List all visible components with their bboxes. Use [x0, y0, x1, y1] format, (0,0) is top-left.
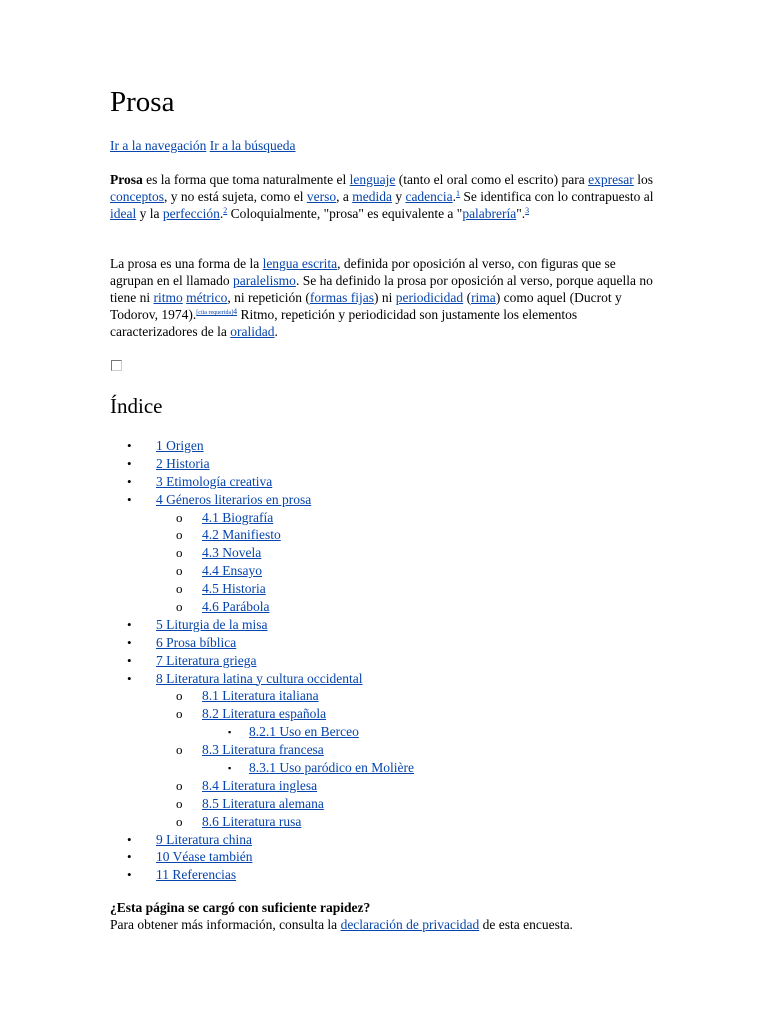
link-lenguaje[interactable]: lenguaje	[349, 172, 396, 187]
bullet-icon: •	[127, 634, 132, 650]
text: .	[274, 324, 278, 339]
bullet-icon: o	[176, 563, 183, 579]
bullet-icon: •	[127, 670, 132, 686]
toc-item	[110, 848, 414, 866]
toc-link[interactable]: 10 Véase también	[156, 849, 253, 865]
citation-needed-link[interactable]: [cita requerida]	[196, 310, 234, 316]
reference-1[interactable]: 1	[456, 189, 461, 198]
toc-item	[110, 526, 414, 544]
bullet-icon: •	[127, 867, 132, 883]
toc-link[interactable]: 8.1 Literatura italiana	[202, 688, 319, 704]
toc-item	[110, 491, 414, 509]
privacy-statement-link[interactable]: declaración de privacidad	[340, 917, 480, 932]
link-metrico[interactable]: métrico	[186, 290, 228, 305]
toc-link[interactable]: 4.2 Manifiesto	[202, 527, 281, 543]
text: y	[391, 189, 406, 204]
jump-to-navigation-link[interactable]: Ir a la navegación	[110, 138, 207, 153]
jump-links	[110, 137, 296, 155]
reference-3[interactable]: 3	[525, 206, 530, 215]
link-paralelismo[interactable]: paralelismo	[232, 273, 296, 288]
survey-text: Para obtener más información, consulta la	[110, 917, 341, 932]
toc-link[interactable]: 2 Historia	[156, 455, 210, 471]
bullet-icon: •	[127, 849, 132, 865]
toc-link[interactable]: 8.3 Literatura francesa	[202, 742, 324, 758]
reference-4[interactable]: 4	[233, 307, 238, 316]
text: ) como aquel (Ducrot y Todorov, 1974).	[110, 290, 622, 322]
text: Se identifica con lo contrapuesto al	[460, 189, 654, 204]
survey-text: de esta encuesta.	[479, 917, 573, 932]
toc-link[interactable]: 8.5 Literatura alemana	[202, 795, 324, 811]
bullet-icon: o	[176, 688, 183, 704]
text: , a	[336, 189, 353, 204]
bullet-icon: •	[127, 831, 132, 847]
link-palabreria[interactable]: palabrería	[462, 206, 517, 221]
bullet-icon: •	[127, 616, 132, 632]
toc-link[interactable]: 4.1 Biografía	[202, 509, 274, 525]
toc-item	[110, 831, 414, 849]
intro-paragraph-2	[110, 255, 662, 340]
bullet-icon: •	[127, 652, 132, 668]
bullet-icon: o	[176, 777, 183, 793]
toc-link[interactable]: 6 Prosa bíblica	[156, 634, 237, 650]
toc-item	[110, 455, 414, 473]
bullet-icon: o	[176, 742, 183, 758]
text: La prosa es una forma de la	[110, 256, 263, 271]
bullet-icon: o	[176, 527, 183, 543]
toc-item	[110, 687, 414, 705]
toc-item	[110, 670, 414, 688]
toc-link[interactable]: 8.4 Literatura inglesa	[202, 777, 318, 793]
toc-item	[110, 598, 414, 616]
text: , ni repetición (	[227, 290, 310, 305]
toc-link[interactable]: 8.6 Literatura rusa	[202, 813, 302, 829]
toc-item	[110, 705, 414, 723]
toc-item	[110, 741, 414, 759]
bullet-icon: •	[127, 491, 132, 507]
link-periodicidad[interactable]: periodicidad	[395, 290, 464, 305]
toc-item	[110, 723, 414, 741]
intro-paragraph-1	[110, 171, 662, 222]
bullet-icon: •	[127, 473, 132, 489]
survey-question: ¿Esta página se cargó con suficiente rapidez?	[110, 900, 371, 915]
bullet-icon: o	[176, 795, 183, 811]
reference-2[interactable]: 2	[223, 206, 228, 215]
text: Ritmo, repetición y periodicidad son justamente los elementos caracterizadores de la	[110, 307, 578, 339]
bullet-icon: ▪	[228, 763, 232, 774]
text: y la	[136, 206, 163, 221]
toc-item	[110, 580, 414, 598]
bullet-icon: •	[127, 455, 132, 471]
text: (tanto el oral como el escrito) para	[395, 172, 589, 187]
bullet-icon: o	[176, 545, 183, 561]
link-perfeccion[interactable]: perfección	[162, 206, 220, 221]
jump-to-search-link[interactable]: Ir a la búsqueda	[209, 138, 296, 153]
bullet-icon: o	[176, 599, 183, 615]
toc-link[interactable]: 8 Literatura latina y cultura occidental	[156, 670, 363, 686]
toc-item	[110, 616, 414, 634]
toc-item	[110, 437, 414, 455]
text: . Se ha definido la prosa por oposición al verso, porque aquella no tiene ni	[110, 273, 653, 305]
bullet-icon: o	[176, 706, 183, 722]
bullet-icon: o	[176, 509, 183, 525]
bullet-icon: •	[127, 438, 132, 453]
text: ".	[516, 206, 526, 221]
toc-item	[110, 562, 414, 580]
toc-link[interactable]: 11 Referencias	[156, 867, 237, 883]
link-medida[interactable]: medida	[352, 189, 392, 204]
text: los	[633, 172, 653, 187]
bold-term: Prosa	[110, 172, 143, 187]
toc-item	[110, 795, 414, 813]
toc-link[interactable]: 8.2.1 Uso en Berceo	[249, 724, 359, 740]
toc-link[interactable]: 4.6 Parábola	[202, 599, 270, 615]
link-lengua-escrita[interactable]: lengua escrita	[262, 256, 338, 271]
text: .	[452, 189, 457, 204]
toc-item	[110, 759, 414, 777]
bullet-icon: o	[176, 813, 183, 829]
toc-item	[110, 509, 414, 527]
toc-link[interactable]: 7 Literatura griega	[156, 652, 257, 668]
text: , y no está sujeta, como el	[163, 189, 307, 204]
link-formas-fijas[interactable]: formas fijas	[309, 290, 374, 305]
toc-item	[110, 866, 414, 884]
toc-toggle-checkbox[interactable]	[111, 360, 122, 371]
bullet-icon: ▪	[228, 727, 232, 738]
survey	[110, 899, 670, 933]
text: es la forma que toma naturalmente el	[142, 172, 350, 187]
toc-item	[110, 813, 414, 831]
text: ) ni	[373, 290, 396, 305]
toc-link[interactable]: 8.2 Literatura española	[202, 706, 327, 722]
link-conceptos[interactable]: conceptos	[110, 189, 164, 204]
link-cadencia[interactable]: cadencia	[405, 189, 453, 204]
link-ritmo[interactable]: ritmo	[153, 290, 183, 305]
text: , definida por oposición al verso, con figuras que se agrupan en el llamado	[110, 256, 616, 288]
link-rima[interactable]: rima	[471, 290, 496, 305]
text: Coloquialmente, "prosa" es equivalente a "	[227, 206, 463, 221]
page-title: Prosa	[110, 86, 175, 118]
link-ideal[interactable]: ideal	[110, 206, 137, 221]
toc-item	[110, 777, 414, 795]
toc-link[interactable]: 1 Origen	[156, 438, 204, 453]
toc-link[interactable]: 9 Literatura china	[156, 831, 252, 847]
toc-link[interactable]: 4.5 Historia	[202, 581, 266, 597]
toc-link[interactable]: 3 Etimología creativa	[156, 473, 273, 489]
link-oralidad[interactable]: oralidad	[230, 324, 275, 339]
text: .	[219, 206, 224, 221]
link-expresar[interactable]: expresar	[588, 172, 634, 187]
toc-heading: Índice	[110, 394, 163, 418]
toc-link[interactable]: 8.3.1 Uso paródico en Molière	[249, 760, 414, 776]
toc-link[interactable]: 4.3 Novela	[202, 545, 262, 561]
toc-link[interactable]: 4 Géneros literarios en prosa	[156, 491, 312, 507]
toc-item	[110, 652, 414, 670]
table-of-contents	[110, 437, 414, 884]
link-verso[interactable]: verso	[306, 189, 337, 204]
text: (	[463, 290, 472, 305]
toc-link[interactable]: 4.4 Ensayo	[202, 563, 262, 579]
toc-item	[110, 473, 414, 491]
toc-link[interactable]: 5 Liturgia de la misa	[156, 616, 268, 632]
toc-item	[110, 544, 414, 562]
bullet-icon: o	[176, 581, 183, 597]
toc-item	[110, 634, 414, 652]
